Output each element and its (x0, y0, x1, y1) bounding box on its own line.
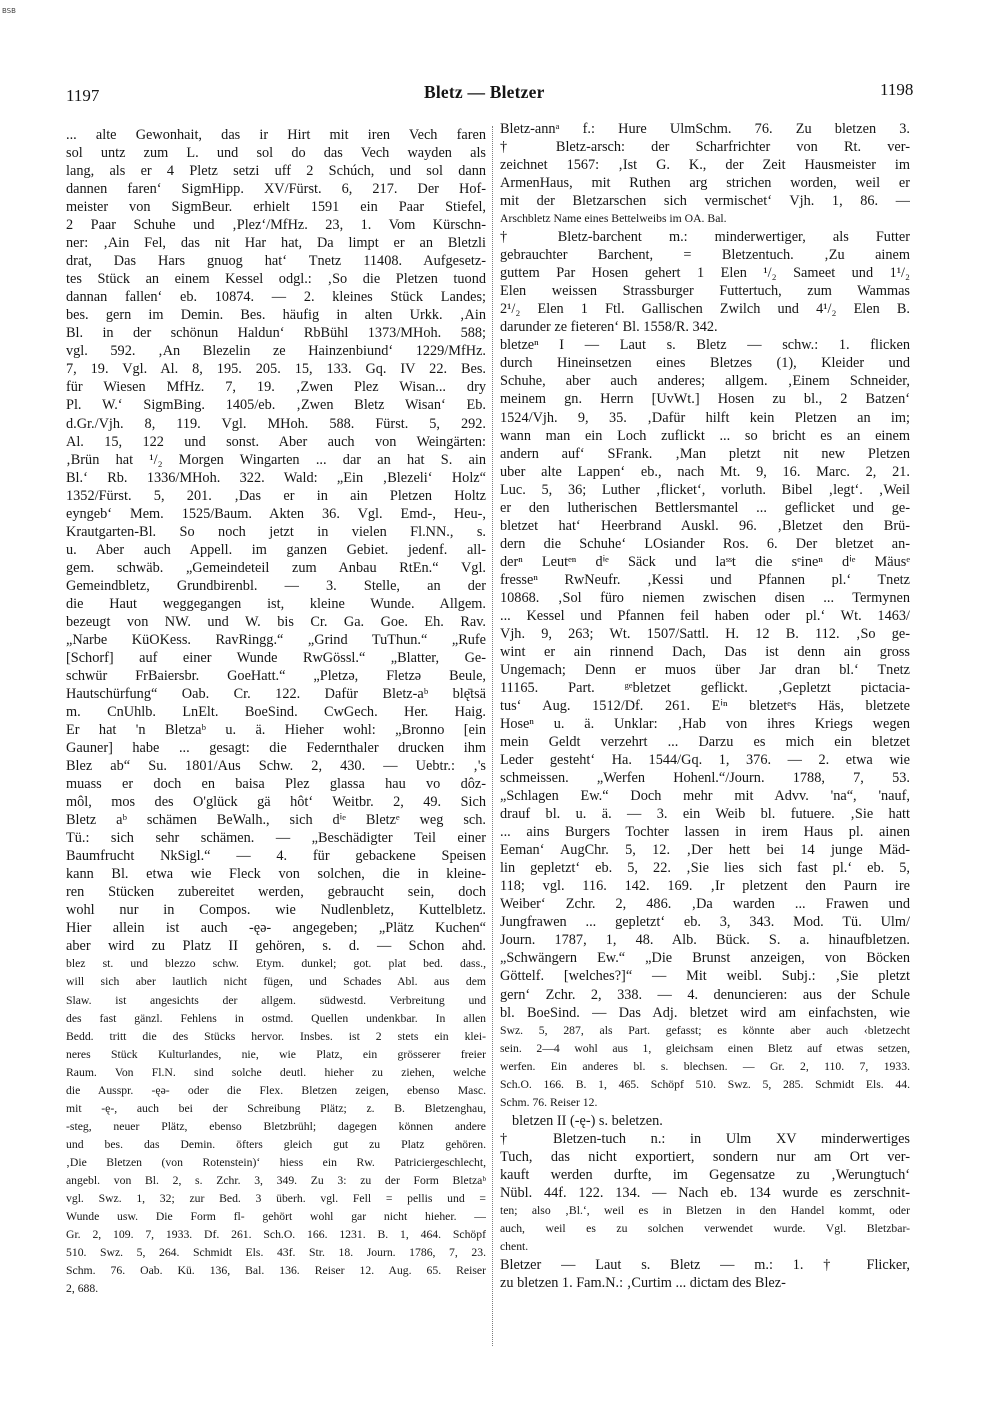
text-line: Hautschürfung“ Oab. Cr. 122. Dafür Bletz-aᵇ blę̄tsä (66, 685, 486, 702)
text-line: -steg, neuer Plätz, ebenso Bletzbrühl; dagegen können andere (66, 1119, 486, 1133)
text-line: 2¹/₂ Elen 1 Ftl. Gallischen Zwilch und 4¹/₂ Elen B. (500, 301, 910, 318)
text-line: vgl. 592. ‚An Blezelin ze Hainzenbiund‘ 1229/MfHz. (66, 343, 486, 360)
text-line: Sch.O. 166. B. 1, 465. Schöpf 510. Swz. 5, 285. Schmidt Els. 44. (500, 1077, 910, 1091)
text-line: Vjh. 9, 263; Wt. 1507/Sattl. H. 12 B. 112. ‚So ge- (500, 625, 910, 642)
text-line: 10868. ‚Sol füro niemen zwischen disen ... Termynen (500, 589, 910, 606)
text-line: darunder ze fieteren‘ Bl. 1558/R. 342. (500, 319, 718, 336)
text-line: dannen faren‘ SigmHipp. XV/Fürst. 6, 217. Der Hof- (66, 181, 486, 198)
text-line: bezeugt von NW. und W. bis Cr. Ga. Goe. Eh. Rav. (66, 613, 486, 630)
text-line: muass er doch en baisa Plez glassa hau vo dôz- (66, 776, 486, 793)
text-line: ner: ‚Ain Fel, das nit Har hat, Da limpt er an Bletzli (66, 235, 486, 252)
text-line: 1352/Fürst. 5, 201. ‚Das er in ain Pletzen Holtz (66, 487, 486, 504)
text-line: Bl. in der schönun Haldun‘ RbBühl 1373/MHoh. 588; (66, 325, 486, 342)
text-line: andern auf‘ SFrank. ‚Man pletzt nit new Pletzen (500, 445, 910, 462)
text-line: Journ. 1787, 1, 48. Alb. Bück. S. a. hinaufbletzen. (500, 932, 910, 949)
text-line: Gr. 2, 109. 7, 1933. Df. 261. Sch.O. 166. 1231. B. 1, 464. Schöpf (66, 1227, 486, 1241)
text-line: er den lutherischen Bettlersmantel ... geflicket und ge- (500, 499, 910, 516)
text-line: tes Stück an einem Kessel odgl.: ‚So die Pletzen tuond (66, 271, 486, 288)
text-line: Göttelf. [welches?]“ — Mit weibl. Subj.: ‚Sie pletzt (500, 968, 910, 985)
right-column (500, 120, 910, 1292)
text-line: Schm. 76. Reiser 12. (500, 1095, 598, 1109)
text-line: durch Hineinsetzen eines Bletzes (1), Kleider und (500, 355, 910, 372)
text-line: Hoseⁿ u. ä. Unklar: ‚Hab von ihres Kriegs wegen (500, 716, 910, 733)
text-line: ren Stücken zubereitet werden, gebraucht sein, doch (66, 884, 486, 901)
text-line: „Schwängern Ew.“ „Die Brunst anzeigen, von Böcken (500, 950, 910, 967)
text-line: gebrauchter Barchent, = Bletzentuch. ‚Zu ainem (500, 247, 910, 264)
text-line: Eeman‘ AugChr. 5, 12. ‚Der hett bei 14 junge Mäd- (500, 842, 910, 859)
text-line: Tuch, das nicht exportiert, sondern nur am Ort ver- (500, 1148, 910, 1165)
text-line: † Bletz-arsch: der Scharfrichter von Rt. ver- (500, 139, 910, 156)
text-line: Wunde usw. Die Form fl- gehört wohl gar nicht hieher. — (66, 1209, 486, 1223)
text-line: Blez ab“ Su. 1801/Aus Schw. 2, 430. — Uebtr.: ‚'s (66, 758, 486, 775)
text-line: schwür FrBaiersbr. GoeHatt.“ „Pletzə, Fletzə Beule, (66, 667, 486, 684)
text-line: Schm. 76. Oab. Kü. 136, Bal. 136. Reiser 12. Aug. 65. Reiser (66, 1263, 486, 1277)
text-line: 510. Swz. 5, 264. Schmidt Els. 43f. Str. 18. Journ. 1786, 7, 23. (66, 1245, 486, 1259)
text-line: uber alte Lappen‘ eb., nach Mt. 9, 16. Marc. 2, 21. (500, 463, 910, 480)
text-line: mit der Bletzarschen sich vermischet‘ Vjh. 1, 86. — (500, 193, 910, 210)
text-line: wint er ain rinnend Dach, Das ist denn ain gross (500, 643, 910, 660)
text-line: ... alte Gewonhait, das ir Hirt mit iren Vech faren (66, 127, 486, 143)
text-line: vgl. Swz. 1, 32; zur Bed. 3 überh. vgl. Fell = pellis und = (66, 1191, 486, 1205)
text-line: bletzen II (-ę-) s. beletzen. (512, 1112, 663, 1129)
text-line: lin gepletzt‘ eb. 5, 22. ‚Sie lies sich fast pl.‘ eb. 5, (500, 860, 910, 877)
text-line: Arschbletz Name eines Bettelweibs im OA. Bal. (500, 212, 727, 226)
text-line: angebl. von Bl. 2, s. Zchr. 3, 349. Zu 3: zu der Form Bletzaᵇ (66, 1173, 486, 1187)
text-line: Bl.‘ Rb. 1336/MHoh. 322. Wald: „Ein ‚Blezeli‘ Holz“ (66, 469, 486, 486)
text-line: 1524/Vjh. 9, 35. ‚Dafür hilft kein Pletzen an im; (500, 409, 910, 426)
text-line: d.Gr./Vjh. 8, 119. Vgl. MHoh. 588. Fürst. 5, 292. (66, 415, 486, 432)
text-line: Ungemach; Denn er muos über Jar dran bl.‘ Tnetz (500, 661, 910, 678)
text-line: blez st. und blezzo schw. Etym. dunkel; got. plat bed. dass., (66, 957, 486, 971)
text-line: wohl nur in Compos. wie Nudlenbletz, Kuttelbletz. (66, 902, 486, 919)
text-line: Luc. 5, 36; Luther ‚flicket‘, vorluth. Bibel ‚legt‘. ‚Weil (500, 481, 910, 498)
library-stamp: BSB (2, 7, 16, 15)
text-line: Leder gesteht‘ Ha. 1544/Gq. 1, 376. — 2. etwa wie (500, 752, 910, 769)
text-line: meister von SigmBeur. erhielt 1591 ein Paar Stiefel, (66, 199, 486, 216)
text-line: meinem gn. Herrn [UvWt.] Hosen zu bl., 2 Batzen‘ (500, 391, 910, 408)
text-line: † Bletz-barchent m.: minderwertiger, als Futter (500, 229, 910, 246)
text-line: eyngeb‘ Mem. 1525/Baum. Akten 36. Vgl. Emd-, Heu-, (66, 505, 486, 522)
text-line: Bletzer — Laut s. Bletz — m.: 1. † Flicker, (500, 1256, 910, 1273)
page-number-left: 1197 (66, 86, 100, 105)
text-line: Hier allein ist auch -ęə- angegeben; „Plätz Kuchen“ (66, 920, 486, 937)
text-line: werfen. Ein anderes bl. s. blechsen. — Gr. 2, 110. 7, 1933. (500, 1059, 910, 1073)
text-line: „Schlagen Ew.“ Doch mehr mit Advv. 'na“, 'nauf, (500, 788, 910, 805)
text-line: Pl. W.‘ SigmBing. 1405/eb. ‚Zwen Bletz Wisan‘ Eb. (66, 397, 486, 414)
text-line: chent. (500, 1239, 529, 1253)
text-line: derⁿ Leutᵉⁿ dⁱᵉ Säck und laˢˢt die sᵉineⁿ dⁱᵉ Mäusᵉ (500, 553, 910, 570)
text-line: Jungfrawen ... gepletzt‘ eb. 3, 343. Mod. Tü. Ulm/ (500, 914, 910, 931)
text-line: drat, Das Hars gnuog hat‘ Tnetz 11408. Aufgesetz- (66, 253, 486, 270)
text-line: kauft werden durfte, im Gegensatze zu ‚Werungtuch‘ (500, 1166, 910, 1183)
text-line: fresseⁿ RwNeufr. ‚Kessi und Pfannen pl.‘ Tnetz (500, 571, 910, 588)
text-line: kann Bl. etwa wie Fleck von solchen, die in kleine- (66, 866, 486, 883)
text-line: tus‘ Aug. 1512/Df. 261. Eⁱⁿ bletzetᵉs Häs, bletzete (500, 698, 910, 714)
text-line: Weiber‘ Zchr. 2, 486. ‚Da warden ... Frawen und (500, 896, 910, 913)
text-line: sol untz zum L. und sol do das Vech wayden als (66, 145, 486, 162)
text-line: gem. schwäb. „Gemeindeteil zum Anbau RtEn.“ Vgl. (66, 559, 486, 576)
text-line: die Haut weggegangen ist, kleine Wunde. Allgem. (66, 595, 486, 612)
text-line: Gauner] habe ... gesagt: die Federnthaler drucken ihm (66, 740, 486, 757)
text-line: mein Geldt verzehrt ... Darzu es mich ein bletzet (500, 734, 910, 751)
text-line: Bedd. tritt die des Stücks hervor. Insbes. ist 2 stets ein klei- (66, 1029, 486, 1043)
text-line: Raum. Von Fl.N. sind solche deutl. hieher zu ziehen, welche (66, 1065, 486, 1079)
text-line: ArmenHaus, mit Ruthen arg strichen worden, weil er (500, 175, 910, 192)
text-line: bletzeⁿ I — Laut s. Bletz — schw.: 1. flicken (500, 337, 910, 354)
text-line: für Wiesen MfHz. 7, 19. ‚Zwen Plez Wisan... dry (66, 379, 486, 396)
left-column (66, 126, 486, 1298)
page-number-right: 1198 (880, 80, 914, 99)
text-line: dern die Schuhe‘ LOsiander Ros. 6. Der bletzet an- (500, 535, 910, 552)
text-line: Bletz aᵇ schämen BeWalh., sich dⁱᵉ Bletzᵉ weg sch. (66, 812, 486, 829)
text-line: u. Aber auch Appell. im ganzen Gebiet. jedenf. all- (66, 541, 486, 558)
text-line: 118; vgl. 116. 142. 169. ‚Ir pletzent den Paurn ire (500, 878, 910, 895)
text-line: Er hat 'n Bletzaᵇ u. ä. Hieher wohl: „Bronno [ein (66, 722, 486, 739)
text-line: Tü.: sich sehr schämen. — „Beschädigter Teil einer (66, 830, 486, 847)
text-line: 2 Paar Schuhe und ‚Plez‘/MfHz. 23, 1. Vom Kürschn- (66, 217, 486, 234)
text-line: † Bletzen-tuch n.: in Ulm XV minderwertiges (500, 1130, 910, 1147)
text-line: Elen weissen Strassburger Futtertuch, zum Wammas (500, 283, 910, 300)
text-line: drauf bl. u. ä. — 3. ein Weib bl. futuere. ‚Sie hatt (500, 806, 910, 823)
running-head: Bletz — Bletzer (424, 82, 545, 102)
text-line: ten; also ‚Bl.‘, weil es in Bletzen in den Handel kommt, oder (500, 1203, 910, 1217)
column-divider (492, 126, 493, 1346)
text-line: guttem Par Hosen gehert 1 Elen ¹/₂ Sameet und 1¹/₂ (500, 265, 910, 282)
text-line: mit -ę-, auch bei der Schreibung Plätz; z. B. Bletzenghau, (66, 1101, 486, 1115)
text-line: Gemeindbletz, Grundbirenbl. — 3. Stelle, an der (66, 577, 486, 594)
text-line: gern‘ Zchr. 2, 338. — 4. denuncieren: aus der Schule (500, 986, 910, 1003)
text-line: auch, weil es zu solchen verwendet wurde. Vgl. Bletzbar- (500, 1221, 910, 1235)
text-line: Baumfrucht NkSigl.“ — 4. für gebackene Speisen (66, 848, 486, 865)
text-line: lang, als er 4 Pletz setzi uff 2 Schúch, und sol dann (66, 163, 486, 180)
text-line: 7, 19. Vgl. Al. 8, 195. 205. 15, 133. Gq. IV 22. Bes. (66, 361, 486, 378)
text-line: môl, mos des O'glück gä hôt‘ Weitbr. 2, 49. Sich (66, 794, 486, 811)
text-line: „Narbe KüOKess. RavRingg.“ „Grind TuThun.“ „Rufe (66, 631, 486, 648)
text-line: und bes. das Demin. öfters gleich gut zu Platz gehören. (66, 1137, 486, 1151)
text-line: ... Kessel und Pfannen feil haben oder pl.‘ Wt. 1463/ (500, 607, 910, 624)
text-line: ‚Brün hat ¹/₂ Morgen Wingarten ... dar an hat S. ain (66, 451, 486, 468)
text-line: bl. BoeSind. — Das Adj. bletzet wird am einfachsten, wie (500, 1004, 910, 1021)
text-line: Swz. 5, 287, als Part. gefasst; es könnte aber auch ‹bletzecht (500, 1023, 910, 1037)
text-line: Slaw. ist angesichts der allgem. südwestd. Verbreitung und (66, 993, 486, 1007)
text-line: des fast gänzl. Fehlens in ostmd. Quellen undenkbar. In allen (66, 1011, 486, 1025)
text-line: bletzet hat‘ Heerbrand Auskl. 96. ‚Bletzet den Brü- (500, 517, 910, 534)
text-line: bes. gern im Demin. Bes. häufig in alten Urkk. ‚Ain (66, 307, 486, 324)
text-line: Nübl. 44f. 122. 134. — Nach eb. 134 wurde es zerschnit- (500, 1184, 910, 1201)
text-line: zu bletzen 1. Fam.N.: ‚Curtim ... dictam des Blez- (500, 1275, 786, 1291)
page-header (0, 0, 1000, 110)
text-line: aber wird zu Platz II gehören, s. d. — Schon ahd. (66, 938, 486, 955)
text-line: Al. 15, 122 und sonst. Aber auch von Weingärten: (66, 433, 486, 450)
text-line: schmeissen. „Werfen Hohenl.“/Journ. 1788, 7, 53. (500, 770, 910, 787)
text-line: will sich aber lautlich nicht fügen, und Schades Abl. aus dem (66, 975, 486, 989)
text-line: sein. 2—4 wohl aus 1, gleichsam einen Bletz auf etwas setzen, (500, 1041, 910, 1055)
text-line: wann man ein Loch zuflickt ... so bricht es an einem (500, 427, 910, 444)
text-line: 2, 688. (66, 1282, 99, 1295)
text-line: Bletz-annᵃ f.: Hure UlmSchm. 76. Zu bletzen 3. (500, 121, 910, 137)
text-line: Schuhe, aber auch anderes; allgem. ‚Einem Schneider, (500, 373, 910, 390)
text-line: ‚Die Bletzen (von Rotenstein)‘ hiess ein Rw. Patriciergeschlecht, (66, 1155, 486, 1169)
text-line: dannan fallen‘ eb. 10874. — 2. kleines Stück Landes; (66, 289, 486, 306)
text-line: 11165. Part. ᵍᵉbletzet geflickt. ‚Gepletzt pictacia- (500, 679, 910, 696)
text-line: neres Stück Kulturlandes, nie, wie Platz, ein grösserer freier (66, 1047, 486, 1061)
text-line: [Schorf] auf einer Wunde RwGössl.“ „Blatter, Ge- (66, 649, 486, 666)
text-line: m. CnUhlb. LnElt. BoeSind. CwGech. Her. Haig. (66, 704, 486, 720)
text-line: die Ausspr. -ęə- oder die Flex. Bletzen zeigen, ebenso Masc. (66, 1083, 486, 1097)
text-line: ... ains Burgers Tochter lassen in irem Haus pl. ainen (500, 824, 910, 841)
text-line: Krautgarten-Bl. So noch jetzt in vielen Fl.NN., s. (66, 523, 486, 540)
text-line: zeichnet 1567: ‚Ist G. K., der Zeit Hausmeister im (500, 157, 910, 174)
